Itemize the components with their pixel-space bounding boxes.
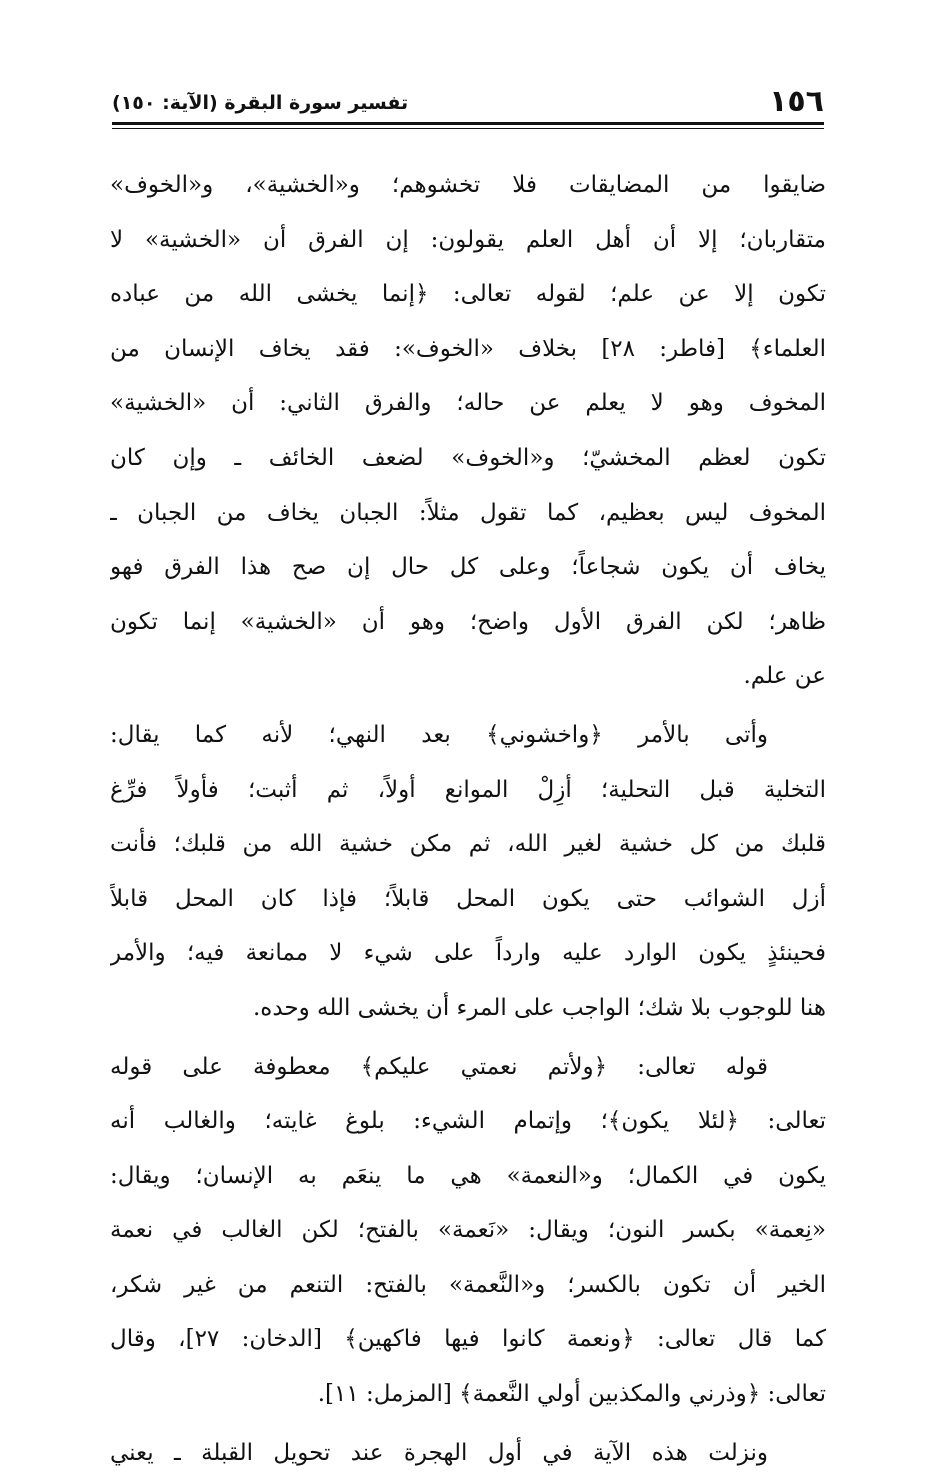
text-line: التخلية قبل التحلية؛ أزِلْ الموانع أولاً، ثم أثبت؛ فأولاً فرِّغ bbox=[110, 776, 826, 803]
text-line: تكون إلا عن علم؛ لقوله تعالى: ﴿إنما يخشى الله من عباده bbox=[110, 281, 826, 308]
page-number: ١٥٦ bbox=[769, 84, 824, 119]
text-line: ضايقوا من المضايقات فلا تخشوهم؛ و«الخشية»، و«الخوف» bbox=[110, 172, 826, 198]
text-line: المخوف ليس بعظيم، كما تقول مثلاً: الجبان يخاف من الجبان ـ bbox=[110, 499, 826, 526]
text-line: هنا للوجوب بلا شك؛ الواجب على المرء أن يخشى الله وحده. bbox=[252, 994, 826, 1021]
text-line: قوله تعالى: ﴿ولأتم نعمتي عليكم﴾ معطوفة على قوله bbox=[110, 1053, 768, 1080]
text-line: الخير أن تكون بالكسر؛ و«النَّعمة» بالفتح: التنعم من غير شكر، bbox=[110, 1271, 826, 1298]
text-line: يخاف أن يكون شجاعاً؛ وعلى كل حال إن صح هذا الفرق فهو bbox=[110, 554, 826, 581]
paragraph bbox=[110, 158, 826, 704]
text-line: قلبك من كل خشية لغير الله، ثم مكن خشية الله من قلبك؛ فأنت bbox=[110, 831, 826, 858]
running-title: تفسير سورة البقرة (الآية: ١٥٠) bbox=[112, 92, 409, 114]
paragraph bbox=[110, 1040, 826, 1422]
text-line: وأتى بالأمر ﴿واخشوني﴾ بعد النهي؛ لأنه كما يقال: bbox=[110, 721, 768, 748]
text-line: تكون لعظم المخشيّ؛ و«الخوف» لضعف الخائف ـ وإن كان bbox=[110, 444, 826, 471]
text-line: تعالى: ﴿لئلا يكون﴾؛ وإتمام الشيء: بلوغ غايته؛ والغالب أنه bbox=[110, 1108, 826, 1135]
paragraph bbox=[110, 1426, 826, 1480]
text-line: كما قال تعالى: ﴿ونعمة كانوا فيها فاكهين﴾ [الدخان: ٢٧]، وقال bbox=[110, 1326, 826, 1353]
text-line: فحينئذٍ يكون الوارد عليه وارداً على شيء لا ممانعة فيه؛ والأمر bbox=[110, 940, 826, 967]
body-text bbox=[110, 158, 826, 1480]
text-line: متقاربان؛ إلا أن أهل العلم يقولون: إن الفرق أن «الخشية» لا bbox=[110, 226, 826, 253]
header-rule-thick bbox=[112, 122, 824, 125]
header-rule-thin bbox=[112, 128, 824, 129]
text-line: عن علم. bbox=[743, 663, 826, 690]
page-header bbox=[112, 84, 824, 124]
text-line: المخوف وهو لا يعلم عن حاله؛ والفرق الثاني: أن «الخشية» bbox=[110, 390, 826, 417]
paragraph bbox=[110, 708, 826, 1036]
text-line: أزل الشوائب حتى يكون المحل قابلاً؛ فإذا كان المحل قابلاً bbox=[110, 885, 826, 912]
text-line: «نِعمة» بكسر النون؛ ويقال: «نَعمة» بالفتح؛ لكن الغالب في نعمة bbox=[110, 1217, 826, 1244]
text-line: ونزلت هذه الآية في أول الهجرة عند تحويل القبلة ـ يعني bbox=[110, 1439, 768, 1466]
text-line: تعالى: ﴿وذرني والمكذبين أولي النَّعمة﴾ [المزمل: ١١]. bbox=[317, 1381, 826, 1408]
text-line: ظاهر؛ لكن الفرق الأول واضح؛ وهو أن «الخشية» إنما تكون bbox=[110, 608, 826, 635]
text-line: العلماء﴾ [فاطر: ٢٨] بخلاف «الخوف»: فقد يخاف الإنسان من bbox=[110, 335, 826, 362]
text-line: يكون في الكمال؛ و«النعمة» هي ما ينعَم به الإنسان؛ ويقال: bbox=[110, 1162, 826, 1189]
